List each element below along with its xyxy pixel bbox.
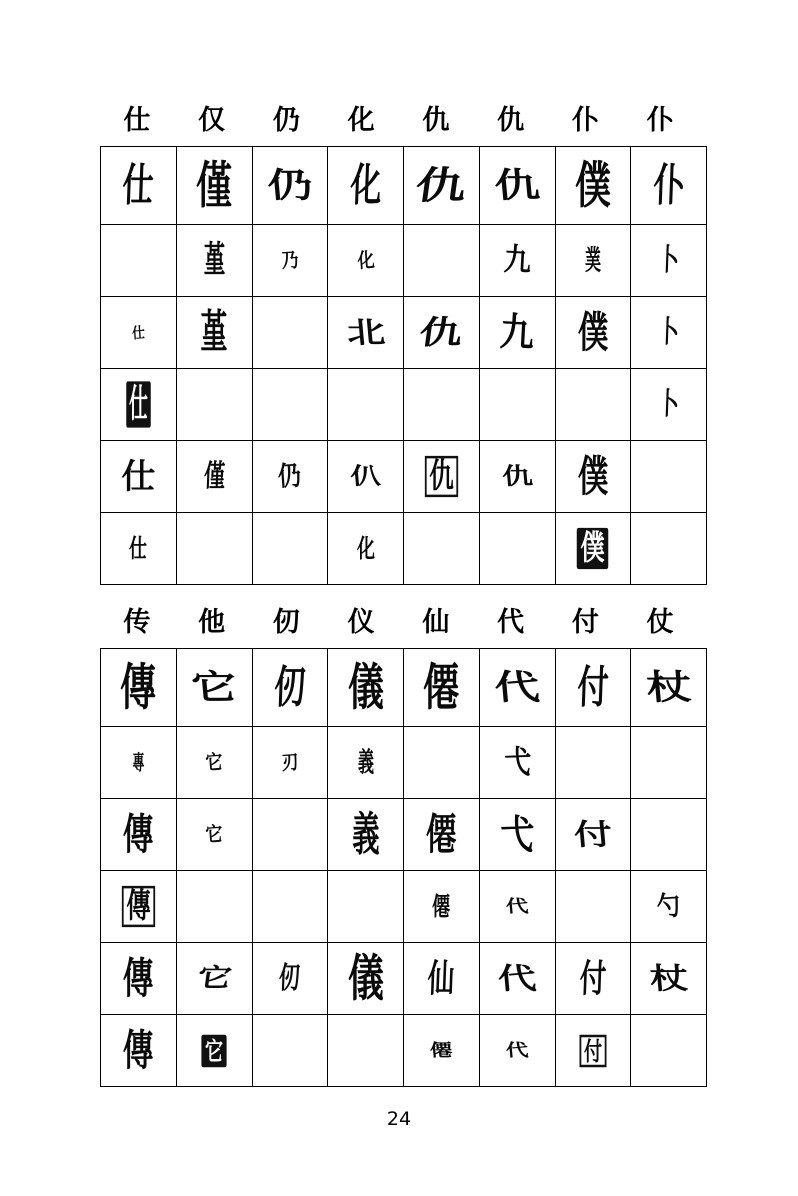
- glyph-row: [101, 871, 707, 943]
- glyph-cell: [404, 1015, 480, 1087]
- glyph-cell: [631, 441, 707, 513]
- glyph-row: [101, 225, 707, 297]
- glyph-row: [101, 297, 707, 369]
- glyph-cell: [252, 369, 328, 441]
- glyph-cell: [101, 297, 177, 369]
- glyph-cell: [479, 1015, 555, 1087]
- glyph-cell: [101, 1015, 177, 1087]
- ancient-script-glyph: 刃: [280, 749, 300, 775]
- ancient-script-glyph: 仕: [131, 323, 146, 343]
- ancient-script-glyph: 卜: [657, 315, 680, 350]
- ancient-script-glyph: 傳: [123, 1025, 154, 1076]
- block-1-grid: [100, 146, 707, 585]
- ancient-script-glyph: 仍: [277, 460, 303, 493]
- glyph-row: [101, 943, 707, 1015]
- glyph-cell: [101, 943, 177, 1015]
- ancient-script-glyph: 僅: [202, 459, 226, 494]
- glyph-cell: [176, 649, 252, 727]
- ancient-script-glyph: 乃: [280, 247, 300, 273]
- ancient-script-glyph: 仞: [278, 961, 302, 996]
- ancient-script-glyph: 傳: [123, 809, 154, 860]
- ancient-script-glyph: 化: [356, 247, 375, 273]
- glyph-cell: [555, 727, 631, 799]
- glyph-block-1: [100, 100, 698, 585]
- ancient-script-glyph: 卜: [657, 243, 680, 278]
- glyph-cell: [404, 441, 480, 513]
- glyph-cell: [176, 513, 252, 585]
- glyph-cell: [252, 513, 328, 585]
- glyph-cell: [555, 871, 631, 943]
- ancient-script-glyph: 仇: [500, 463, 534, 490]
- block-1-header-row: [100, 100, 698, 142]
- glyph-cell: [176, 871, 252, 943]
- column-header-character: 仅: [198, 105, 227, 136]
- ancient-script-glyph: 儀: [347, 657, 384, 717]
- glyph-cell: [555, 297, 631, 369]
- glyph-cell: [404, 225, 480, 297]
- glyph-cell: [176, 943, 252, 1015]
- glyph-row: [101, 441, 707, 513]
- glyph-cell: [631, 225, 707, 297]
- glyph-cell: [404, 727, 480, 799]
- ancient-script-glyph: 杖: [644, 666, 693, 708]
- glyph-cell: [404, 799, 480, 871]
- ancient-script-glyph: 仕: [121, 158, 155, 212]
- glyph-cell: [479, 225, 555, 297]
- ancient-script-glyph: 僅: [196, 155, 233, 215]
- column-header-character: 付: [571, 607, 600, 638]
- glyph-row: [101, 369, 707, 441]
- column-header-character: 仆: [646, 105, 675, 136]
- glyph-cell: [252, 649, 328, 727]
- glyph-cell: [176, 441, 252, 513]
- glyph-cell: [479, 441, 555, 513]
- ancient-script-glyph: 僕: [577, 528, 609, 569]
- glyph-cell: [479, 649, 555, 727]
- glyph-row: [101, 513, 707, 585]
- glyph-cell: [479, 943, 555, 1015]
- glyph-cell: [631, 943, 707, 1015]
- ancient-script-glyph: 它: [204, 749, 224, 775]
- ancient-script-glyph: 化: [349, 158, 383, 212]
- glyph-cell: [404, 649, 480, 727]
- glyph-cell: [252, 943, 328, 1015]
- glyph-cell: [479, 727, 555, 799]
- ancient-script-glyph: 傳: [120, 657, 157, 717]
- ancient-script-glyph: 堇: [200, 305, 228, 360]
- ancient-script-glyph: 它: [204, 821, 224, 847]
- ancient-script-glyph: 仞: [273, 660, 307, 714]
- glyph-cell: [404, 369, 480, 441]
- glyph-cell: [328, 369, 404, 441]
- glyph-cell: [404, 297, 480, 369]
- glyph-cell: [404, 871, 480, 943]
- glyph-cell: [404, 513, 480, 585]
- glyph-cell: [328, 649, 404, 727]
- ancient-script-glyph: 僕: [574, 155, 611, 215]
- column-header-character: 他: [198, 607, 227, 638]
- glyph-cell: [555, 147, 631, 225]
- glyph-cell: [101, 441, 177, 513]
- glyph-cell: [328, 513, 404, 585]
- column-header-character: 仇: [497, 105, 526, 136]
- ancient-script-glyph: 菐: [584, 243, 601, 277]
- glyph-block-2: [100, 602, 698, 1087]
- glyph-cell: [631, 1015, 707, 1087]
- glyph-cell: [328, 727, 404, 799]
- ancient-script-glyph: 它: [195, 963, 234, 994]
- glyph-cell: [101, 369, 177, 441]
- ancient-script-glyph: 代: [504, 895, 530, 917]
- glyph-cell: [328, 297, 404, 369]
- column-header-character: 代: [497, 607, 526, 638]
- glyph-cell: [631, 871, 707, 943]
- ancient-script-glyph: 仕: [121, 456, 156, 497]
- ancient-script-glyph: 代: [504, 1039, 530, 1061]
- glyph-cell: [479, 147, 555, 225]
- glyph-row: [101, 649, 707, 727]
- glyph-cell: [631, 727, 707, 799]
- glyph-cell: [176, 799, 252, 871]
- glyph-cell: [252, 799, 328, 871]
- ancient-script-glyph: 杖: [648, 961, 690, 996]
- column-header-character: 仪: [347, 607, 376, 638]
- glyph-cell: [328, 799, 404, 871]
- glyph-cell: [252, 441, 328, 513]
- glyph-cell: [631, 297, 707, 369]
- glyph-cell: [631, 513, 707, 585]
- glyph-cell: [101, 225, 177, 297]
- glyph-cell: [555, 649, 631, 727]
- ancient-script-glyph: 九: [502, 241, 532, 280]
- ancient-script-glyph: 北: [345, 315, 387, 350]
- page-number: 24: [386, 1108, 412, 1130]
- glyph-cell: [555, 369, 631, 441]
- ancient-script-glyph: 傳: [122, 886, 155, 927]
- glyph-cell: [631, 369, 707, 441]
- glyph-cell: [176, 225, 252, 297]
- ancient-script-glyph: 付: [572, 817, 614, 852]
- ancient-script-glyph: 仆: [652, 158, 686, 212]
- glyph-row: [101, 1015, 707, 1087]
- glyph-cell: [328, 225, 404, 297]
- block-2-grid: [100, 648, 707, 1087]
- glyph-cell: [479, 369, 555, 441]
- glyph-cell: [252, 727, 328, 799]
- column-header-character: 化: [347, 105, 376, 136]
- ancient-script-glyph: 化: [356, 533, 375, 563]
- glyph-cell: [479, 799, 555, 871]
- glyph-row: [101, 147, 707, 225]
- glyph-cell: [176, 297, 252, 369]
- glyph-cell: [555, 799, 631, 871]
- column-header-character: 仍: [272, 105, 301, 136]
- glyph-cell: [328, 943, 404, 1015]
- ancient-script-glyph: 傳: [123, 953, 154, 1004]
- ancient-script-glyph: 仇: [417, 313, 466, 352]
- ancient-script-glyph: 付: [578, 956, 607, 1001]
- glyph-cell: [101, 513, 177, 585]
- ancient-script-glyph: 專: [132, 750, 145, 775]
- glyph-cell: [176, 369, 252, 441]
- ancient-script-glyph: 仇: [492, 164, 542, 206]
- ancient-script-glyph: 僊: [432, 891, 451, 921]
- glyph-cell: [328, 1015, 404, 1087]
- column-header-character: 仞: [272, 607, 301, 638]
- ancient-script-glyph: 仈: [349, 463, 382, 490]
- glyph-cell: [101, 147, 177, 225]
- ancient-script-glyph: 仕: [126, 381, 151, 427]
- glyph-cell: [631, 649, 707, 727]
- glyph-row: [101, 727, 707, 799]
- glyph-cell: [631, 799, 707, 871]
- ancient-script-glyph: 勺: [656, 890, 682, 923]
- glyph-cell: [101, 727, 177, 799]
- glyph-cell: [328, 441, 404, 513]
- ancient-script-glyph: 九: [498, 308, 536, 357]
- block-2-header-row: [100, 602, 698, 644]
- column-header-character: 仗: [646, 607, 675, 638]
- ancient-script-glyph: 仕: [129, 533, 148, 563]
- ancient-script-glyph: 僕: [577, 307, 609, 358]
- column-header-character: 仇: [422, 105, 451, 136]
- glyph-cell: [252, 1015, 328, 1087]
- ancient-script-glyph: 仍: [265, 164, 315, 206]
- glyph-row: [101, 799, 707, 871]
- glyph-cell: [555, 1015, 631, 1087]
- ancient-script-glyph: 僊: [423, 657, 460, 717]
- ancient-script-glyph: 弋: [498, 810, 536, 859]
- glyph-cell: [252, 871, 328, 943]
- ancient-script-glyph: 它: [189, 666, 239, 708]
- glyph-cell: [328, 147, 404, 225]
- ancient-script-glyph: 仇: [413, 162, 470, 208]
- glyph-cell: [555, 225, 631, 297]
- column-header-character: 仕: [123, 105, 152, 136]
- ancient-script-glyph: 代: [492, 666, 542, 708]
- glyph-cell: [555, 943, 631, 1015]
- glyph-cell: [176, 727, 252, 799]
- ancient-script-glyph: 仙: [427, 956, 456, 1001]
- ancient-script-glyph: 義: [352, 807, 380, 862]
- glyph-cell: [101, 649, 177, 727]
- glyph-cell: [555, 513, 631, 585]
- glyph-cell: [176, 1015, 252, 1087]
- ancient-script-glyph: 付: [579, 1034, 606, 1067]
- ancient-script-glyph: 它: [202, 1034, 227, 1067]
- glyph-cell: [101, 871, 177, 943]
- ancient-script-glyph: 僊: [429, 1039, 454, 1061]
- glyph-cell: [631, 147, 707, 225]
- glyph-cell: [479, 513, 555, 585]
- ancient-script-glyph: 義: [357, 745, 374, 779]
- glyph-cell: [328, 871, 404, 943]
- glyph-cell: [479, 297, 555, 369]
- glyph-cell: [252, 147, 328, 225]
- column-header-character: 仆: [571, 105, 600, 136]
- glyph-cell: [404, 147, 480, 225]
- column-header-character: 仙: [422, 607, 451, 638]
- ancient-script-glyph: 卜: [657, 387, 680, 422]
- glyph-cell: [479, 871, 555, 943]
- glyph-cell: [176, 147, 252, 225]
- column-header-character: 传: [123, 607, 152, 638]
- ancient-script-glyph: 付: [576, 660, 610, 714]
- ancient-script-glyph: 代: [496, 961, 538, 996]
- glyph-cell: [555, 441, 631, 513]
- ancient-script-glyph: 儀: [347, 948, 384, 1008]
- glyph-cell: [252, 225, 328, 297]
- ancient-script-glyph: 僊: [426, 809, 457, 860]
- ancient-script-glyph: 僕: [577, 451, 609, 502]
- glyph-cell: [101, 799, 177, 871]
- glyph-cell: [404, 943, 480, 1015]
- ancient-script-glyph: 堇: [203, 239, 225, 282]
- glyph-cell: [252, 297, 328, 369]
- ancient-script-glyph: 弋: [502, 743, 532, 782]
- ancient-script-glyph: 仇: [425, 456, 458, 497]
